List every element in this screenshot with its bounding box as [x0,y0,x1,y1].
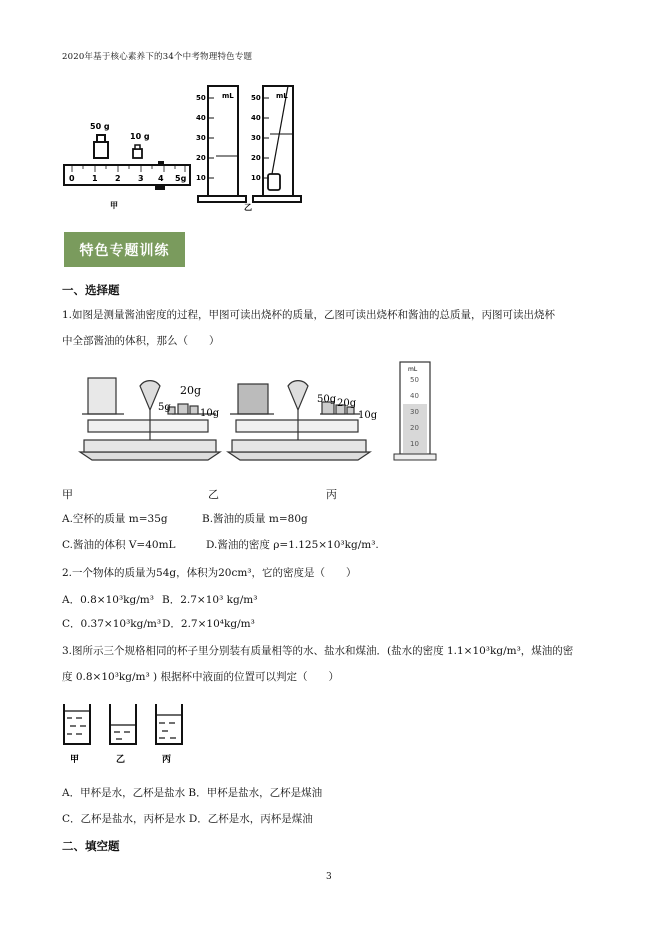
balance1-weight-10g: 10g [200,408,220,419]
cup-label-bing: 丙 [162,755,172,765]
q1-cylinder-tick-10: 10 [410,440,419,448]
q1-stem-line1: 1.如图是测量酱油密度的过程，甲图可读出烧杯的质量，乙图可读出烧杯和酱油的总质量，丙图可读出烧杯 [62,309,556,321]
cylinder1-unit: mL [222,92,234,100]
q1-cylinder-tick-20: 20 [410,424,419,432]
special-topic-badge: 特色专题训练 [64,232,185,267]
q3-stem-line2: 度 0.8×10³kg/m³ ) 根据杯中液面的位置可以判定（ ） [62,671,339,683]
cup-label-yi: 乙 [116,755,126,765]
q1-figure-balances [60,360,440,470]
balance2-weight-10g: 10g [358,410,378,421]
cylinder1-tick-10: 10 [196,174,206,182]
rider-tick-2: 2 [115,174,121,183]
balance-2 [228,381,370,460]
cup-jia [64,704,90,744]
cup-bing [156,704,182,744]
rider-tick-3: 3 [138,174,144,183]
balance1-weight-20g: 20g [180,384,202,397]
cup-yi [110,704,136,744]
q2-stem: 2.一个物体的质量为54g，体积为20cm³，它的密度是（ ） [62,567,357,579]
balance2-weight-50g: 50g [317,394,337,405]
rider-tick-0: 0 [69,174,75,183]
graduated-cylinder-1 [198,86,246,202]
cylinder1-tick-30: 30 [196,134,206,142]
weight-50g [94,142,108,158]
q1-cylinder-tick-30: 30 [410,408,419,416]
q3-options-row2: C．乙杯是盐水，丙杯是水 D．乙杯是水，丙杯是煤油 [62,813,313,825]
weight-10g [133,149,142,158]
q2-option-d: D．2.7×10⁴kg/m³ [162,618,255,630]
cylinder2-tick-20: 20 [251,154,261,162]
q2-option-b: B．2.7×10³ kg/m³ [162,594,258,606]
cup-label-jia: 甲 [70,755,80,765]
cylinder2-tick-10: 10 [251,174,261,182]
figure-label-yi: 乙 [244,202,252,212]
cylinder1-tick-50: 50 [196,94,206,102]
q1-option-d: D.酱油的密度 ρ=1.125×10³kg/m³. [206,539,379,551]
rider-tick-4: 4 [158,174,164,183]
q3-stem-line1: 3.图所示三个规格相同的杯子里分别装有质量相等的水、盐水和煤油．(盐水的密度 1.1×10³kg/m³，煤油的密 [62,645,574,657]
figure-label-jia: 甲 [110,200,118,210]
rider-top-marker [158,161,164,166]
figure-top-balance-and-cylinder [58,84,318,214]
section-choice-title: 一、选择题 [62,283,120,297]
rider-tick-1: 1 [92,174,98,183]
q1-stem-line2: 中全部酱油的体积，那么（ ） [62,335,220,347]
graduated-cylinder-2 [253,86,301,202]
q1-cylinder-tick-40: 40 [410,392,419,400]
q1-cylinder-tick-50: 50 [410,376,419,384]
cylinder1-tick-20: 20 [196,154,206,162]
cylinder2-unit: mL [276,92,288,100]
q3-figure-cups [58,698,208,768]
cylinder2-tick-30: 30 [251,134,261,142]
page-header: 2020年基于核心素养下的34个中考物理特色专题 [62,52,253,62]
rider-tick-5g: 5g [175,174,187,183]
section-fill-title: 二、填空题 [62,839,120,853]
weight-10g-knob [135,145,140,149]
cylinder1-tick-40: 40 [196,114,206,122]
page-number: 3 [326,872,332,882]
q1-caption-jia: 甲 [62,488,73,501]
q1-caption-yi: 乙 [208,488,219,501]
balance2-weight-20g: 20g [337,398,357,409]
q2-option-a: A．0.8×10³kg/m³ [62,594,154,606]
weight-50g-knob [97,135,105,142]
q1-cylinder-unit: mL [408,366,418,373]
cylinder2-tick-50: 50 [251,94,261,102]
weight-label-50g: 50 g [90,122,110,131]
rider-marker [155,185,165,190]
cylinder2-tick-40: 40 [251,114,261,122]
q3-options-row1: A．甲杯是水，乙杯是盐水 B．甲杯是盐水，乙杯是煤油 [62,787,323,799]
q2-option-c: C．0.37×10³kg/m³ [62,618,162,630]
balance1-weight-5g: 5g [158,402,171,413]
q1-option-b: B.酱油的质量 m=80g [202,513,308,525]
q1-option-c: C.酱油的体积 V=40mL [62,539,176,551]
q1-option-a: A.空杯的质量 m=35g [62,513,168,525]
q1-caption-bing: 丙 [326,488,337,501]
weight-label-10g: 10 g [130,132,150,141]
